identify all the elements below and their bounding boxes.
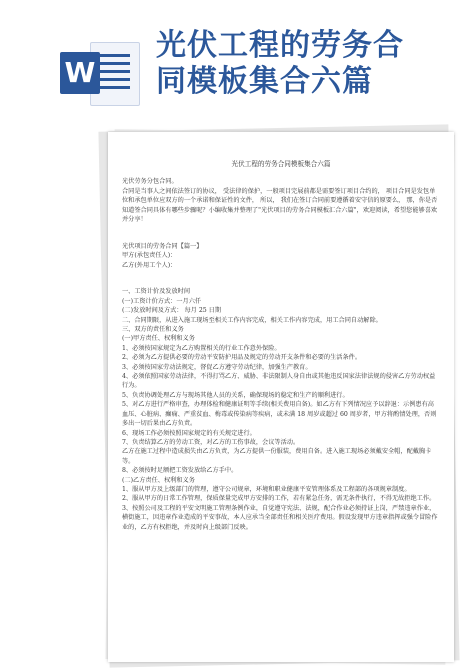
banner-title-line: 同模板集合六篇: [156, 64, 373, 99]
paragraph: 1、必须按国家规定为乙方购置相关的行业工作意外保险。: [122, 344, 281, 352]
paragraph-list: [122, 177, 440, 532]
paragraph: (一)甲方责任、权利和义务: [122, 335, 195, 343]
paragraph: (二)发放时间及方式： 每月 25 日期: [122, 307, 222, 315]
paragraph: 乙方(外用工个人)：: [122, 261, 177, 269]
paragraph: 4、必须依照国家劳动法律，不得打骂乙方、威胁、非法限制人身自由或其他违反国家法律法规的侵害乙方劳动权益行为。: [122, 373, 436, 390]
word-document-icon: [60, 42, 140, 104]
paragraph: 5、对乙方进行严格审查，办理体检和健康证明等手续(相关费用自备)。如乙方有下列情况应予以辞退：示例患有高血压、心脏病、癫痫、严重贫血、梅毒或传染病等疾病，或未满 18 周岁或超过 60 周岁者，甲方将酌情处理，否则多出一切后果由乙方负责。: [122, 401, 437, 428]
document-page: [108, 132, 454, 662]
document-line-graphic: [96, 62, 130, 65]
paragraph: 8、必须按时足额把工资发放给乙方手中。: [122, 467, 238, 475]
header-banner: [0, 0, 474, 118]
paragraph: 5、负责协调处理乙方与现场其他人员的关系，确保现场的稳定和生产的顺利进行。: [122, 391, 349, 399]
paragraph: 2、必须为乙方提供必要的劳动平安防护用品及规定的劳动开支条件和必要的生活条件。: [122, 354, 362, 362]
paragraph: 光伏劳务分包合同。: [122, 178, 178, 186]
document-content: [122, 160, 440, 532]
paragraph: 甲方(承包责任人)：: [122, 252, 177, 260]
document-line-graphic: [96, 70, 130, 73]
word-badge: W: [60, 52, 100, 94]
paragraph-gap: [122, 231, 440, 236]
paragraph: 乙方在施工过程中造成损失由乙方负责，为乙方提供一份服装，费用自备。进入施工现场必须戴安全帽，配戴胸卡等。: [122, 448, 432, 465]
paragraph: 合同是当事人之间依法签订的协议， 受法律的保护，一般项目完展前都是需要签订项目合约的， 项目合同是发包单位和承包单位应双方的一个承诺和保证性的文件， 所以， 我们在签订合同前要遵循着安守信的原要么， 那，你是否知道签合同具体有哪些步骤呢？小编收集并整理了"光伏项目的劳务合同模板汇合六篇"，欢迎阅读，希望您能够喜欢并分享！: [122, 187, 438, 224]
paragraph: 2、服从甲方的日常工作管理，保质保量完成甲方安排的工作，若有紧急任务，需无条件执行，不得无故拒绝工作。: [122, 495, 436, 503]
paragraph: 7、负责结算乙方的劳动工资，对乙方的工伤事故，会议等活动。: [122, 438, 300, 446]
paragraph: 1、服从甲方及上级部门的管理，遵守公司规章，环境和职业健康平安管理体系及工程部的各项规章制度。: [122, 485, 411, 493]
paragraph: 3、按照公司及工程的平安文明施工管理条例作业，自觉遵守宪法、法规，配合作业必须持证上岗，严禁违章作业，横街施工，因违章作业造成的平安事故，本人应承当全部责任和相关医疗费用。假设发现甲方违章指挥或强令冒险作业的，乙方有权拒绝，并及时向上级部门反映。: [122, 504, 438, 531]
banner-title-line: 光伏工程的劳务合: [156, 28, 404, 63]
document-line-graphic: [96, 54, 130, 57]
paragraph: 光伏项目的劳务合同【篇一】: [122, 242, 203, 250]
document-heading: 光伏工程的劳务合同模板集合六篇: [231, 160, 331, 168]
paragraph: 6、现场工作必须按照国家规定的有关规定进行。: [122, 429, 256, 437]
paragraph: (一)工资计价方式：一月六仟: [122, 297, 202, 305]
paragraph: 二、合同期限，从进入施工现场至相关工作内容完成，相关工作内容完成，用工合同自动解除。: [122, 316, 382, 324]
document-line-graphic: [96, 78, 130, 81]
paragraph: 一、工资计价及发放时间: [122, 288, 191, 296]
paragraph: (二)乙方责任、权利和义务: [122, 476, 195, 484]
paragraph: 三、双方的责任和义务: [122, 326, 184, 334]
document-line-graphic: [96, 86, 130, 89]
banner-title: [156, 28, 404, 100]
paragraph: 3、必须按国家劳动法规定，督促乙方遵守劳动纪律，加强生产教育。: [122, 363, 312, 371]
paragraph-gap: [122, 276, 440, 281]
